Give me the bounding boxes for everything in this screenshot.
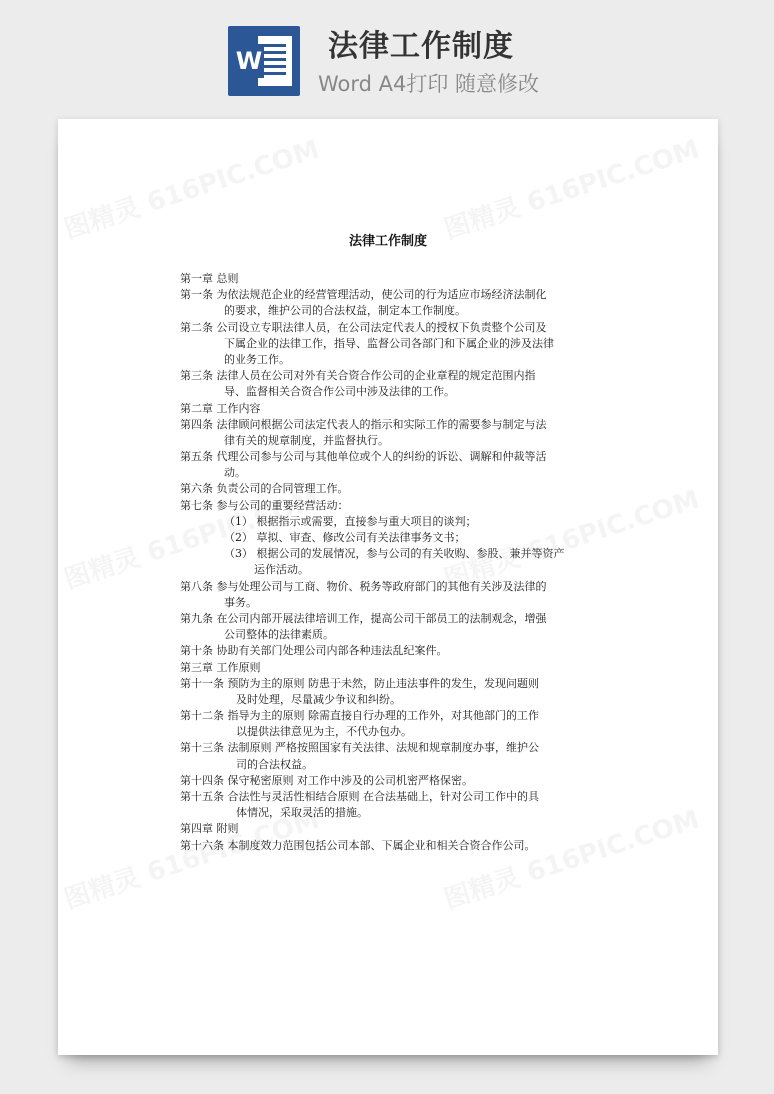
document-line: （2） 草拟、审查、修改公司有关法律事务文书； — [224, 531, 466, 544]
document-line: 司的合法权益。 — [236, 757, 313, 771]
document-line: 律有关的规章制度，并监督执行。 — [224, 433, 389, 447]
document-line: 第八条 参与处理公司与工商、物价、税务等政府部门的其他有关涉及法律的 — [180, 579, 547, 593]
document-line: 的要求，维护公司的合法权益，制定本工作制度。 — [224, 304, 466, 318]
document-line: 第三条 法律人员在公司对外有关合资合作公司的企业章程的规定范围内指 — [180, 369, 536, 383]
header-banner — [0, 0, 774, 110]
document-line: 体情况，采取灵活的措施。 — [236, 806, 368, 820]
document-line: 以提供法律意见为主，不代办包办。 — [236, 725, 412, 739]
document-line: 第三章 工作原则 — [180, 660, 261, 674]
document-line: 事务。 — [224, 595, 257, 609]
document-line: 第六条 负责公司的合同管理工作。 — [180, 482, 349, 496]
document-line: 第二章 工作内容 — [180, 401, 261, 415]
document-line: 第九条 在公司内部开展法律培训工作，提高公司干部员工的法制观念，增强 — [180, 611, 547, 625]
banner-title: 法律工作制度 — [328, 29, 514, 64]
document-line: （3） 根据公司的发展情况，参与公司的有关收购、参股、兼并等资产 — [224, 547, 565, 561]
word-icon — [228, 26, 300, 96]
document-line: 第十一条 预防为主的原则 防患于未然，防止违法事件的发生，发现问题则 — [180, 676, 539, 690]
document-line: 第四章 附则 — [180, 822, 239, 836]
document-line: 第十四条 保守秘密原则 对工作中涉及的公司机密严格保密。 — [180, 773, 473, 787]
document-line: 第十三条 法制原则 严格按照国家有关法律、法规和规章制度办事，维护公 — [180, 741, 539, 755]
document-line: （1） 根据指示或需要，直接参与重大项目的谈判； — [224, 514, 477, 528]
document-line: 的业务工作。 — [224, 352, 290, 366]
document-title: 法律工作制度 — [348, 234, 427, 249]
document-line: 第五条 代理公司参与公司与其他单位或个人的纠纷的诉讼、调解和仲裁等活 — [180, 450, 547, 464]
document-body — [180, 271, 606, 854]
document-line: 第四条 法律顾问根据公司法定代表人的指示和实际工作的需要参与制定与法 — [180, 417, 547, 431]
document-line: 下属企业的法律工作，指导、监督公司各部门和下属企业的涉及法律 — [224, 336, 554, 350]
document-line: 第二条 公司设立专职法律人员，在公司法定代表人的授权下负责整个公司及 — [180, 320, 547, 334]
document-line: 动。 — [224, 466, 246, 480]
document-line: 及时处理，尽量减少争议和纠纷。 — [236, 692, 401, 706]
document-page — [58, 119, 718, 1055]
banner-subtitle: Word A4打印 随意修改 — [318, 72, 540, 96]
document-line: 公司整体的法律素质。 — [224, 628, 334, 642]
document-line: 第十六条 本制度效力范围包括公司本部、下属企业和相关合资合作公司。 — [180, 838, 536, 852]
word-logo-letter: W — [234, 44, 264, 78]
document-line: 第十条 协助有关部门处理公司内部各种违法乱纪案件。 — [180, 644, 448, 658]
watermark — [59, 129, 323, 246]
document-line: 导、监督相关合资合作公司中涉及法律的工作。 — [224, 385, 455, 399]
document-line: 第一章 总则 — [180, 272, 239, 285]
watermark — [439, 129, 703, 246]
document-line: 第十二条 指导为主的原则 除需直接自行办理的工作外，对其他部门的工作 — [180, 709, 539, 723]
document-line: 第七条 参与公司的重要经营活动： — [180, 498, 349, 512]
document-line: 第一条 为依法规范企业的经营管理活动，使公司的行为适应市场经济法制化 — [180, 288, 547, 302]
document-line: 第十五条 合法性与灵活性相结合原则 在合法基础上，针对公司工作中的具 — [180, 790, 539, 803]
document-line: 运作活动。 — [254, 563, 309, 577]
